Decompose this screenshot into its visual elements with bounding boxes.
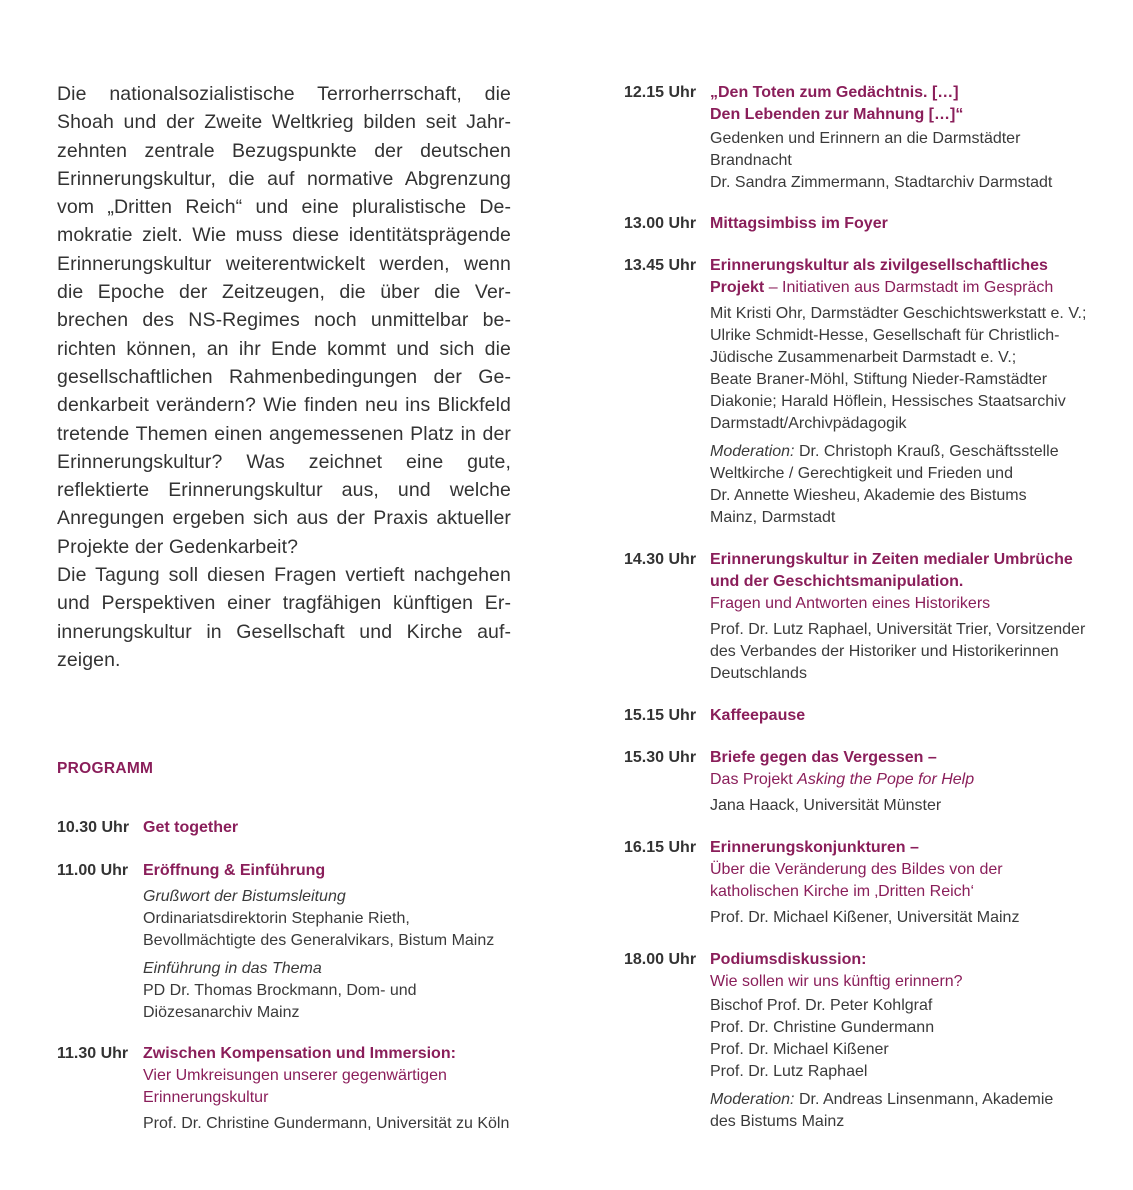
entry-time: 15.30 Uhr [624,749,697,766]
program-entry [624,949,1094,1133]
detail-line: Dr. Sandra Zimmermann, Stadtarchiv Darmstadt [710,174,1053,191]
title-line: Erinnerungskultur in Zeiten medialer Umbrüche [710,551,1073,568]
detail-line: Bevollmächtigte des Generalvikars, Bistum Mainz [143,932,495,949]
subtitle-line: katholischen Kirche im ‚Dritten Reich‘ [710,883,975,900]
programm-heading: PROGRAMM [57,760,154,777]
entry-subtitle: Wie sollen wir uns künftig erinnern? [710,973,963,990]
detail-line: Mit Kristi Ohr, Darmstädter Geschichtswerkstatt e. V.; [710,305,1087,322]
program-column-left [57,817,527,1135]
program-entry [57,817,527,839]
entry-detail: Prof. Dr. Michael Kißener, Universität Mainz [710,909,1020,926]
intro-text [57,80,511,674]
entry-time: 14.30 Uhr [624,551,697,568]
entry-title: Kaffeepause [710,707,806,724]
entry-time: 11.00 Uhr [57,862,129,879]
entry-time: 15.15 Uhr [624,707,697,724]
intro-paragraph-1: Die nationalsozialistische Terrorherrschaft, die Shoah und der Zweite Weltkrieg bilden seit Jahrzehnten zentrale Bezugspunkte der deutschen Erinnerungskultur, die auf normative Abgrenzung vom „Dritten Reich“ und eine pluralistische Demokratie zielt. Wie muss diese identitätsprägende Erinnerungskultur weiterentwickelt werden, wenn die Epoche der Zeitzeugen, die über die Verbrechen des NS-Regimes noch unmittelbar berichten können, an ihr Ende kommt und sich die gesellschaftlichen Rahmenbedingungen der Gedenkarbeit verändern? Wie finden neu ins Blickfeld tretende Themen einen angemessenen Platz in der Erinnerungskultur? Was zeichnet eine gute, reflektierte Erinnerungskultur aus, und welche Anregungen ergeben sich aus der Praxis aktueller Projekte der Gedenkarbeit? [57,83,511,558]
subtitle-project-name: Asking the Pope for Help [797,771,975,788]
entry-title: Podiumsdiskussion: [710,951,867,968]
moderation-label: Moderation: [710,443,795,460]
detail-line: Prof. Dr. Lutz Raphael [710,1063,868,1080]
detail-label: Einführung in das Thema [143,960,322,977]
entry-detail [710,995,1094,1083]
entry-title: Erinnerungskonjunkturen – [710,839,919,856]
entry-detail: Prof. Dr. Christine Gundermann, Universität zu Köln [143,1115,510,1132]
detail-line: Ordinariatsdirektorin Stephanie Rieth, [143,910,410,927]
detail-line: Dr. Annette Wiesheu, Akademie des Bistums [710,487,1027,504]
detail-line: Prof. Dr. Christine Gundermann [710,1019,935,1036]
detail-line: des Bistums Mainz [710,1113,845,1130]
detail-line: Dr. Andreas Linsenmann, Akademie [794,1091,1054,1108]
entry-detail [143,958,527,1024]
title-line: und der Geschichtsmanipulation. [710,573,964,590]
detail-line: Prof. Dr. Lutz Raphael, Universität Trier, Vorsitzender [710,621,1086,638]
entry-title [710,255,1094,299]
subtitle-line: Erinnerungskultur [143,1089,269,1106]
detail-line: Bischof Prof. Dr. Peter Kohlgraf [710,997,933,1014]
entry-subtitle: Fragen und Antworten eines Historikers [710,595,991,612]
program-entry [624,255,1094,529]
detail-line: Ulrike Schmidt-Hesse, Gesellschaft für Christlich- [710,327,1060,344]
detail-line: Diözesanarchiv Mainz [143,1004,300,1021]
detail-line: Diakonie; Harald Höflein, Hessisches Staatsarchiv [710,393,1066,410]
detail-line: Mainz, Darmstadt [710,509,836,526]
entry-subtitle [710,769,1094,791]
detail-line: PD Dr. Thomas Brockmann, Dom- und [143,982,417,999]
subtitle-text: Das Projekt [710,771,798,788]
entry-title: Mittagsimbiss im Foyer [710,215,888,232]
title-line: Erinnerungskultur als zivilgesellschaftliches [710,257,1048,274]
detail-label: Grußwort der Bistumsleitung [143,888,346,905]
detail-line: des Verbandes der Historiker und Historikerinnen [710,643,1059,660]
program-entry [624,213,1094,235]
entry-time: 11.30 Uhr [57,1045,129,1062]
detail-line: Prof. Dr. Michael Kißener [710,1041,889,1058]
title-line: Den Lebenden zur Mahnung […]“ [710,106,964,123]
entry-detail [710,619,1094,685]
program-entry [624,82,1094,194]
program-entry [624,705,1094,727]
title-line: Projekt [710,279,765,296]
entry-title: Zwischen Kompensation und Immersion: [143,1045,456,1062]
detail-line: Dr. Christoph Krauß, Geschäftsstelle [794,443,1059,460]
entry-title: Get together [143,819,239,836]
detail-line: Deutschlands [710,665,807,682]
entry-subtitle [143,1065,527,1109]
detail-line: Darmstadt/Archivpädagogik [710,415,907,432]
entry-title: Eröffnung & Einführung [143,862,326,879]
entry-moderation [710,441,1094,529]
program-entry [57,1043,527,1135]
entry-detail [143,886,527,952]
entry-subtitle [710,859,1094,903]
moderation-label: Moderation: [710,1091,795,1108]
entry-time: 13.45 Uhr [624,257,697,274]
entry-time: 18.00 Uhr [624,951,697,968]
program-entry [624,549,1094,685]
entry-title: Briefe gegen das Vergessen – [710,749,937,766]
entry-detail [710,128,1094,194]
subtitle-line: Über die Veränderung des Bildes von der [710,861,1003,878]
program-entry [624,837,1094,929]
entry-time: 10.30 Uhr [57,819,130,836]
entry-time: 13.00 Uhr [624,215,697,232]
entry-detail [710,303,1094,435]
program-column-right [624,82,1094,1133]
detail-line: Beate Braner-Möhl, Stiftung Nieder-Ramstädter [710,371,1048,388]
entry-detail: Jana Haack, Universität Münster [710,797,942,814]
detail-line: Gedenken und Erinnern an die Darmstädter [710,130,1021,147]
entry-time: 12.15 Uhr [624,84,697,101]
program-entry [57,860,527,1024]
entry-time: 16.15 Uhr [624,839,697,856]
program-entry [624,747,1094,817]
intro-paragraph-2: Die Tagung soll diesen Fragen vertieft nachgehen und Perspektiven einer tragfähigen künftigen Erinnerungskultur in Gesellschaft und Kirche aufzeigen. [57,564,511,671]
title-subline: – Initiativen aus Darmstadt im Gespräch [764,279,1054,296]
detail-line: Jüdische Zusammenarbeit Darmstadt e. V.; [710,349,1017,366]
entry-title [710,82,1094,126]
subtitle-line: Vier Umkreisungen unserer gegenwärtigen [143,1067,447,1084]
entry-title [710,549,1094,593]
detail-line: Weltkirche / Gerechtigkeit und Frieden und [710,465,1013,482]
entry-moderation [710,1089,1094,1133]
detail-line: Brandnacht [710,152,792,169]
title-line: „Den Toten zum Gedächtnis. […] [710,84,959,101]
